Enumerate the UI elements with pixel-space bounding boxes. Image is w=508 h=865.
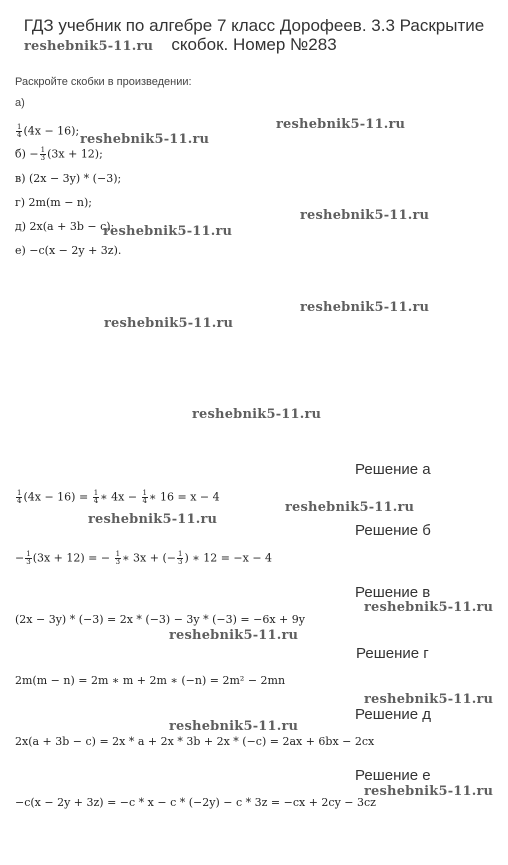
watermark: reshebnik5-11.ru <box>88 512 218 527</box>
fraction: $\frac{1}{4}$ <box>17 489 22 505</box>
task-item-c: в) (2x − 3y) * (−3); <box>15 172 122 185</box>
solution-e-text: 2x(a + 3b − c) = 2x * a + 2x * 3b + 2x * (−c) = 2ax + 6bx − 2cx <box>15 735 375 748</box>
watermark: reshebnik5-11.ru <box>300 208 430 223</box>
task-item-d: г) 2m(m − n); <box>15 196 92 209</box>
solution-c-heading: Решение в <box>355 584 431 601</box>
watermark: reshebnik5-11.ru <box>80 132 210 147</box>
task-item-a: $\frac{1}{4}$ (4x − 16); <box>17 123 80 139</box>
fraction: $\frac{1}{3}$ <box>40 146 46 162</box>
solution-e-heading: Решение д <box>355 706 431 723</box>
watermark: reshebnik5-11.ru <box>169 719 299 734</box>
watermark: reshebnik5-11.ru <box>104 316 234 331</box>
watermark: reshebnik5-11.ru <box>364 692 494 707</box>
fraction: $\frac{1}{4}$ <box>142 489 148 505</box>
task-prompt: Раскройте скобки в произведении: <box>15 76 192 88</box>
solution-f-text: −c(x − 2y + 3z) = −c * x − c * (−2y) − c * 3z = −cx + 2cy − 3cz <box>15 796 376 809</box>
watermark: reshebnik5-11.ru <box>276 117 406 132</box>
task-label-a: а) <box>15 97 25 109</box>
solution-a-heading: Решение а <box>355 461 431 478</box>
task-item-f: е) −c(x − 2y + 3z). <box>15 244 122 257</box>
fraction: $\frac{1}{3}$ <box>26 550 31 566</box>
watermark: reshebnik5-11.ru <box>364 784 494 799</box>
watermark: reshebnik5-11.ru <box>103 224 233 239</box>
watermark: reshebnik5-11.ru <box>364 600 494 615</box>
solution-b-heading: Решение б <box>355 522 431 539</box>
fraction: $\frac{1}{3}$ <box>115 550 121 566</box>
solution-a-text: $\frac{1}{4}$ (4x − 16) = $\frac{1}{4}$ ∗ 4x − $\frac{1}{4}$ ∗ 16 = x − 4 <box>17 489 220 505</box>
fraction: $\frac{1}{3}$ <box>177 550 183 566</box>
page-title: ГДЗ учебник по алгебре 7 класс Дорофеев. 3.3 Раскрытие скобок. Номер №283 <box>23 16 485 54</box>
solution-b-text: − $\frac{1}{3}$ (3x + 12) = − $\frac{1}{3}$ ∗ 3x + (− $\frac{1}{3}$ ) ∗ 12 = −x − 4 <box>15 550 273 566</box>
solution-d-text: 2m(m − n) = 2m ∗ m + 2m ∗ (−n) = 2m² − 2mn <box>15 674 286 687</box>
solution-f-heading: Решение е <box>355 767 431 784</box>
fraction: $\frac{1}{4}$ <box>17 123 22 139</box>
solution-d-heading: Решение г <box>356 645 429 662</box>
task-item-e: д) 2x(a + 3b − c); <box>15 220 115 233</box>
watermark: reshebnik5-11.ru <box>192 407 322 422</box>
watermark: reshebnik5-11.ru <box>300 300 430 315</box>
solution-c-text: (2x − 3y) * (−3) = 2x * (−3) − 3y * (−3) = −6x + 9y <box>15 613 305 626</box>
task-item-b: б) − $\frac{1}{3}$ (3x + 12); <box>15 146 103 162</box>
fraction: $\frac{1}{4}$ <box>93 489 99 505</box>
watermark: reshebnik5-11.ru <box>169 628 299 643</box>
watermark: reshebnik5-11.ru <box>24 39 154 54</box>
watermark: reshebnik5-11.ru <box>285 500 415 515</box>
